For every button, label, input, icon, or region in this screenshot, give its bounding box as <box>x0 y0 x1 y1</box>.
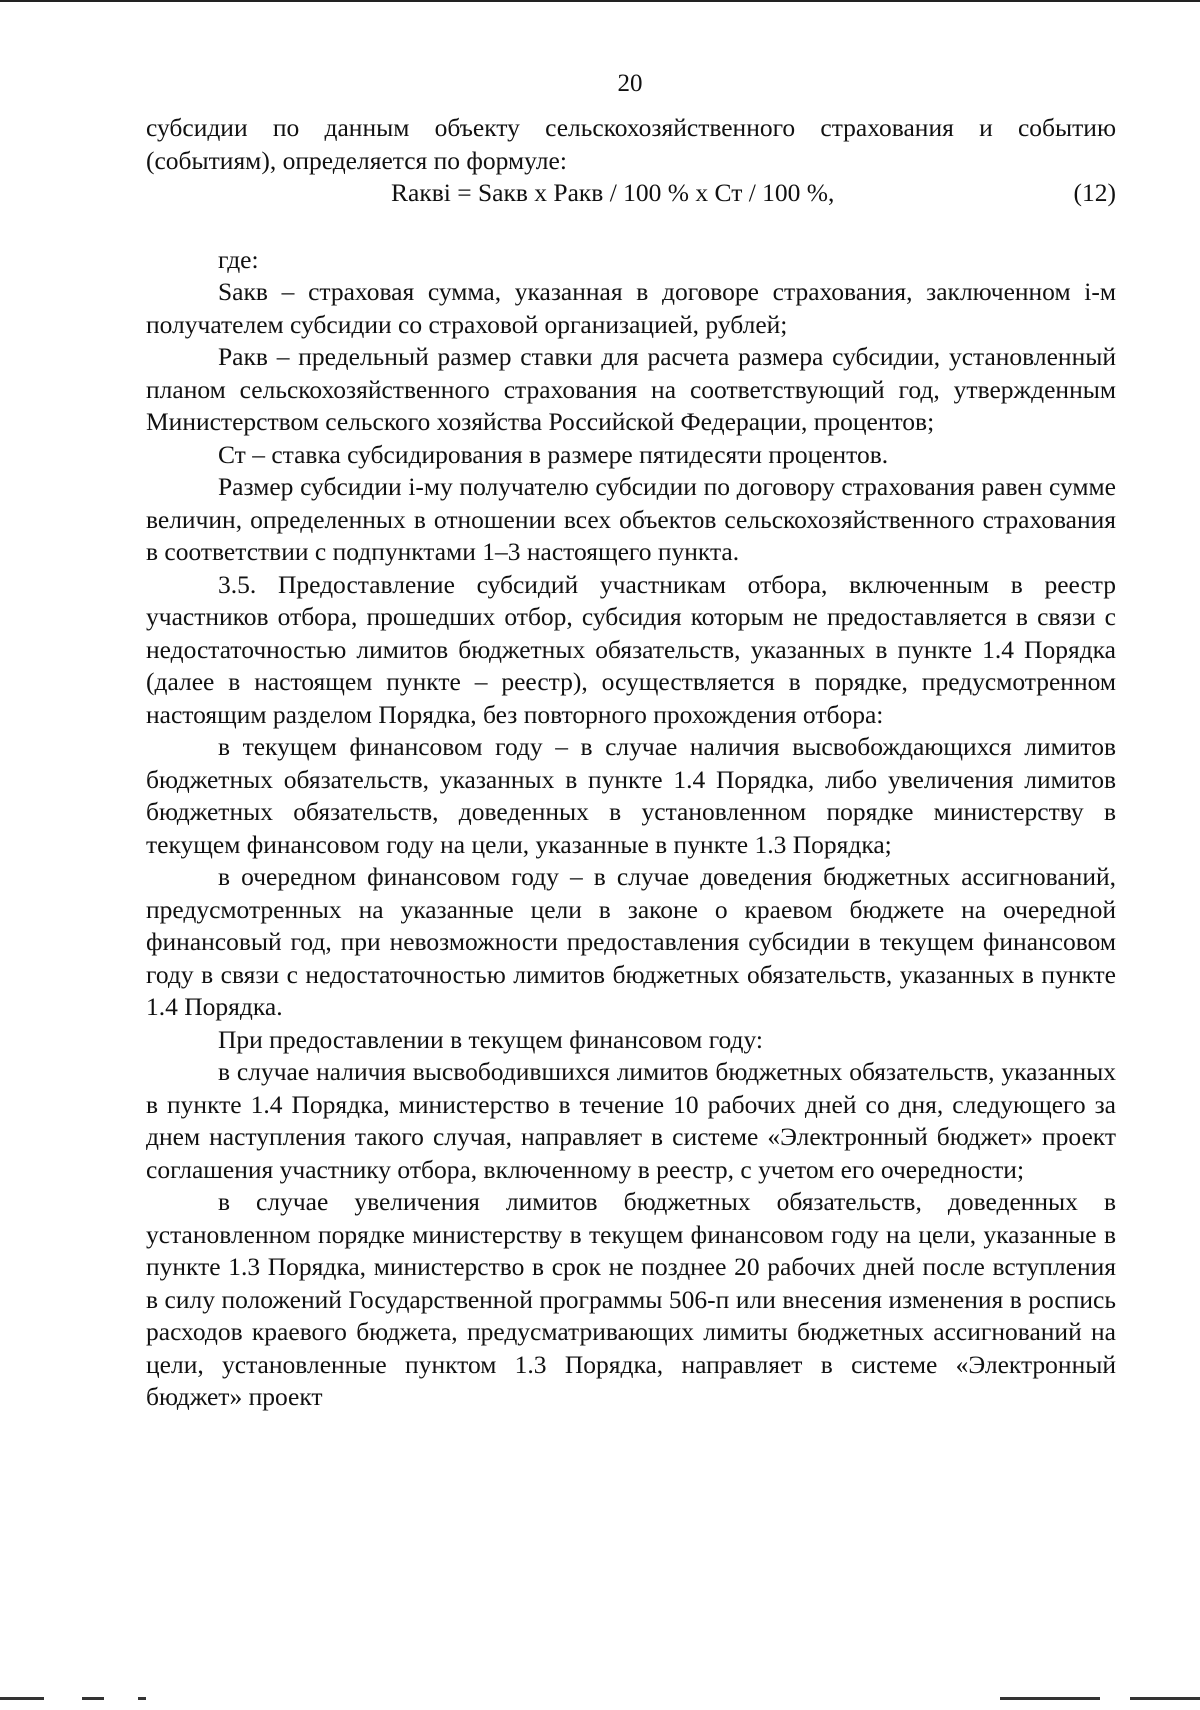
scan-edge-mark <box>0 1697 44 1700</box>
scan-edge-mark <box>82 1697 104 1700</box>
paragraph-next-year: в очередном финансовом году – в случае доведения бюджетных ассигнований, предусмотренных на указанные цели в законе о краевом бюджете на очередной финансовый год, при невозможности предоставления субсидии в текущем финансовом году в связи с недостаточностью лимитов бюджетных обязательств, указанных в пункте 1.4 Порядка. <box>146 862 1116 1021</box>
paragraph-formula-intro: субсидии по данным объекту сельскохозяйственного страхования и событию (событиям), определяется по формуле: <box>146 113 1116 175</box>
paragraph-clause-3-5: 3.5. Предоставление субсидий участникам отбора, включенным в реестр участников отбора, прошедших отбор, субсидия которым не предоставляется в связи с недостаточностью лимитов бюджетных обязательств, указанных в пункте 1.4 Порядка (далее в настоящем пункте – реестр), осуществляется в порядке, предусмотренном настоящим разделом Порядка, без повторного прохождения отбора: <box>146 569 1116 729</box>
scan-edge-mark <box>1130 1697 1200 1700</box>
formula-number: (12) <box>1073 178 1116 207</box>
formula-expression: Rакві = Sакв х Ракв / 100 % х Ст / 100 %, <box>391 178 835 207</box>
paragraph-definition-sakv: Sакв – страховая сумма, указанная в договоре страхования, заключенном і-м получателем субсидии со страховой организацией, рублей; <box>146 277 1116 339</box>
paragraph-provision-current-year: При предоставлении в текущем финансовом году: <box>218 1024 764 1054</box>
paragraph-definition-st: Ст – ставка субсидирования в размере пятидесяти процентов. <box>218 439 889 469</box>
paragraph-subsidy-size: Размер субсидии і-му получателю субсидии по договору страхования равен сумме величин, определенных в отношении всех объектов сельскохозяйственного страхования в соответствии с подпунктами 1–3 настоящего пункта. <box>146 472 1116 566</box>
paragraph-current-year: в текущем финансовом году – в случае наличия высвобождающихся лимитов бюджетных обязательств, указанных в пункте 1.4 Порядка, либо увеличения лимитов бюджетных обязательств, доведенных в установленном порядке министерству в текущем финансовом году на цели, указанные в пункте 1.3 Порядка; <box>146 732 1116 859</box>
paragraph-released-limits: в случае наличия высвободившихся лимитов бюджетных обязательств, указанных в пункте 1.4 Порядка, министерство в течение 10 рабочих дней со дня, следующего за днем наступления такого случая, направляет в системе «Электронный бюджет» проект соглашения участнику отбора, включенному в реестр, с учетом его очередности; <box>146 1057 1116 1184</box>
paragraph-definition-rakv: Ракв – предельный размер ставки для расчета размера субсидии, установленный планом сельскохозяйственного страхования на соответствующий год, утвержденным Министерством сельского хозяйства Российской Федерации, процентов; <box>146 342 1116 436</box>
formula-row <box>146 177 1116 210</box>
scan-top-edge <box>0 0 1200 2</box>
scan-edge-mark <box>138 1697 146 1700</box>
paragraph-increased-limits: в случае увеличения лимитов бюджетных обязательств, доведенных в установленном порядке министерству в текущем финансовом году на цели, указанные в пункте 1.3 Порядка, министерство в срок не позднее 20 рабочих дней после вступления в силу положений Государственной программы 506-п или внесения изменения в роспись расходов краевого бюджета, предусматривающих лимиты бюджетных ассигнований на цели, установленные пунктом 1.3 Порядка, направляет в системе «Электронный бюджет» проект <box>146 1187 1116 1411</box>
scan-edge-mark <box>1000 1697 1100 1700</box>
page-number: 20 <box>617 70 643 97</box>
paragraph-where: где: <box>218 244 259 274</box>
document-body <box>146 112 1116 1414</box>
scan-bottom-edge <box>0 1697 1200 1703</box>
